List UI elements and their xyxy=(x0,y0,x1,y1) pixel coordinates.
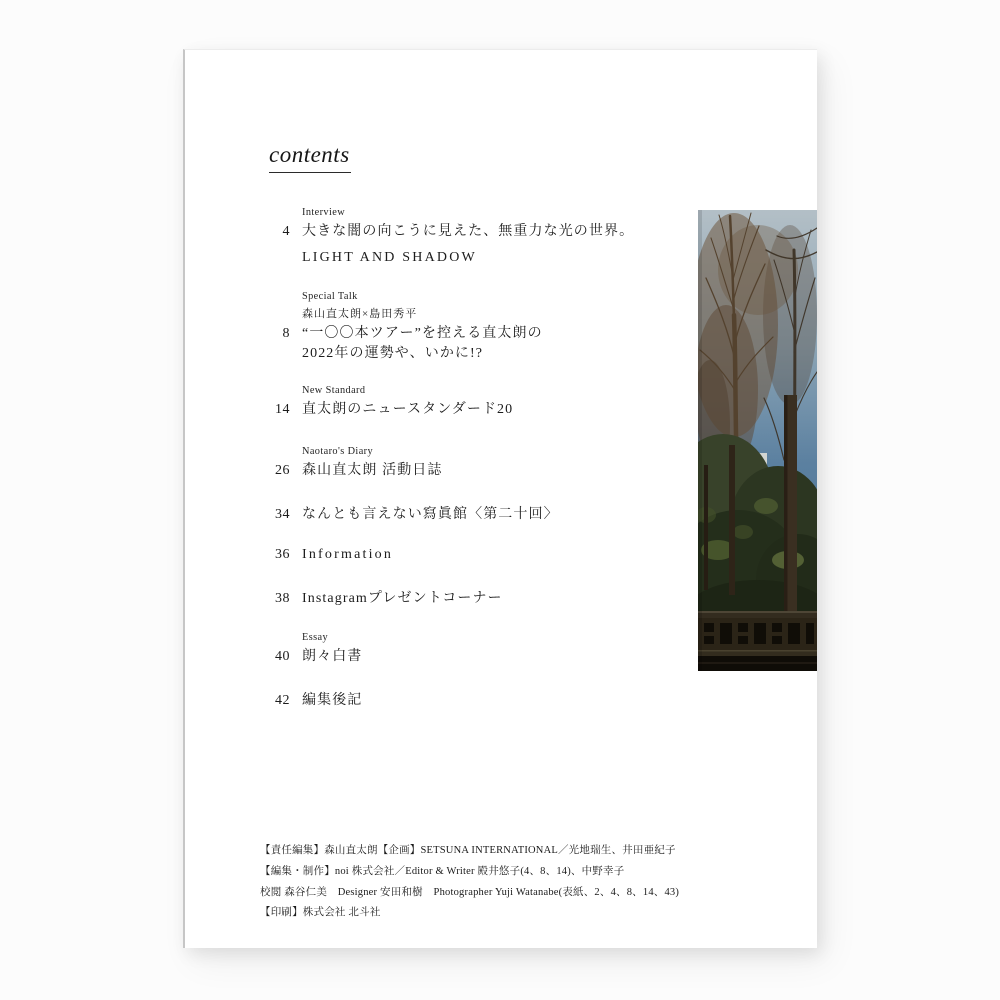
toc-entry xyxy=(282,290,543,364)
toc-page-number: 8 xyxy=(282,326,290,341)
winter-trees-photo xyxy=(698,210,817,671)
toc-entry-row xyxy=(275,589,503,609)
toc-entry-title: 編集後記 xyxy=(302,693,363,708)
toc-entry xyxy=(275,589,503,609)
toc-entry xyxy=(275,545,394,565)
toc-entry-subtitle: LIGHT AND SHADOW xyxy=(302,250,477,265)
toc-entry-title: “一〇〇本ツアー”を控える直太朗の xyxy=(302,326,543,341)
toc-entry xyxy=(275,445,443,481)
toc-entry-title: 大きな闇の向こうに見えた、無重力な光の世界。 xyxy=(302,224,635,239)
toc-entry xyxy=(282,206,635,268)
toc-entry-row xyxy=(275,505,559,525)
toc-page-number: 40 xyxy=(275,649,290,664)
magazine-contents-page xyxy=(183,49,817,948)
toc-entry-row xyxy=(282,222,635,242)
toc-entry-title: 朗々白書 xyxy=(302,649,363,664)
toc-page-number: 36 xyxy=(275,547,290,562)
toc-entry-sublabel: 森山直太朗×島田秀平 xyxy=(302,308,418,320)
toc-page-number: 4 xyxy=(282,224,290,239)
toc-entry xyxy=(275,384,514,420)
toc-entry-row xyxy=(275,647,363,667)
winter-trees-photo-art xyxy=(698,210,817,671)
credit-line: 【印刷】株式会社 北斗社 xyxy=(260,907,381,919)
toc-page-number: 38 xyxy=(275,591,290,606)
toc-entry-title-line2: 2022年の運勢や、いかに!? xyxy=(302,346,484,361)
toc-page-number: 34 xyxy=(275,507,290,522)
toc-entry-title: なんとも言えない寫眞館〈第二十回〉 xyxy=(302,507,559,522)
toc-entry-title: Instagramプレゼントコーナー xyxy=(302,591,503,606)
toc-entry xyxy=(275,505,559,525)
credit-line: 校閲 森谷仁美 Designer 安田和樹 Photographer Yuji Watanabe(表紙、2、4、8、14、43) xyxy=(260,886,680,898)
credit-line: 【編集・制作】noi 株式会社／Editor & Writer 殿井悠子(4、8、14)、中野幸子 xyxy=(260,865,625,877)
toc-entry-row xyxy=(275,400,514,420)
toc-entry-row xyxy=(275,461,443,481)
toc-entry-row xyxy=(275,691,363,711)
toc-entry-label: New Standard xyxy=(302,385,366,396)
toc-entry-title: 直太朗のニュースタンダード20 xyxy=(302,402,514,417)
toc-entry-row xyxy=(275,545,394,565)
toc-entry xyxy=(275,631,363,667)
page-title-text: contents xyxy=(269,142,351,173)
page-title xyxy=(269,142,351,173)
toc-entry xyxy=(275,691,363,711)
toc-entry-label: Essay xyxy=(302,632,329,643)
toc-page-number: 14 xyxy=(275,402,290,417)
toc-entry-label: Interview xyxy=(302,207,346,218)
toc-entry-label: Naotaro's Diary xyxy=(302,446,374,457)
toc-entry-row xyxy=(282,324,543,344)
toc-entry-label: Special Talk xyxy=(302,291,358,302)
toc-entry-title: Information xyxy=(302,547,394,562)
credits-block xyxy=(260,841,679,924)
credit-line: 【責任編集】森山直太朗【企画】SETSUNA INTERNATIONAL／光地瑞生、井田亜紀子 xyxy=(260,845,676,856)
toc-entry-title: 森山直太朗 活動日誌 xyxy=(302,463,443,478)
toc-page-number: 42 xyxy=(275,693,290,708)
toc-page-number: 26 xyxy=(275,463,290,478)
